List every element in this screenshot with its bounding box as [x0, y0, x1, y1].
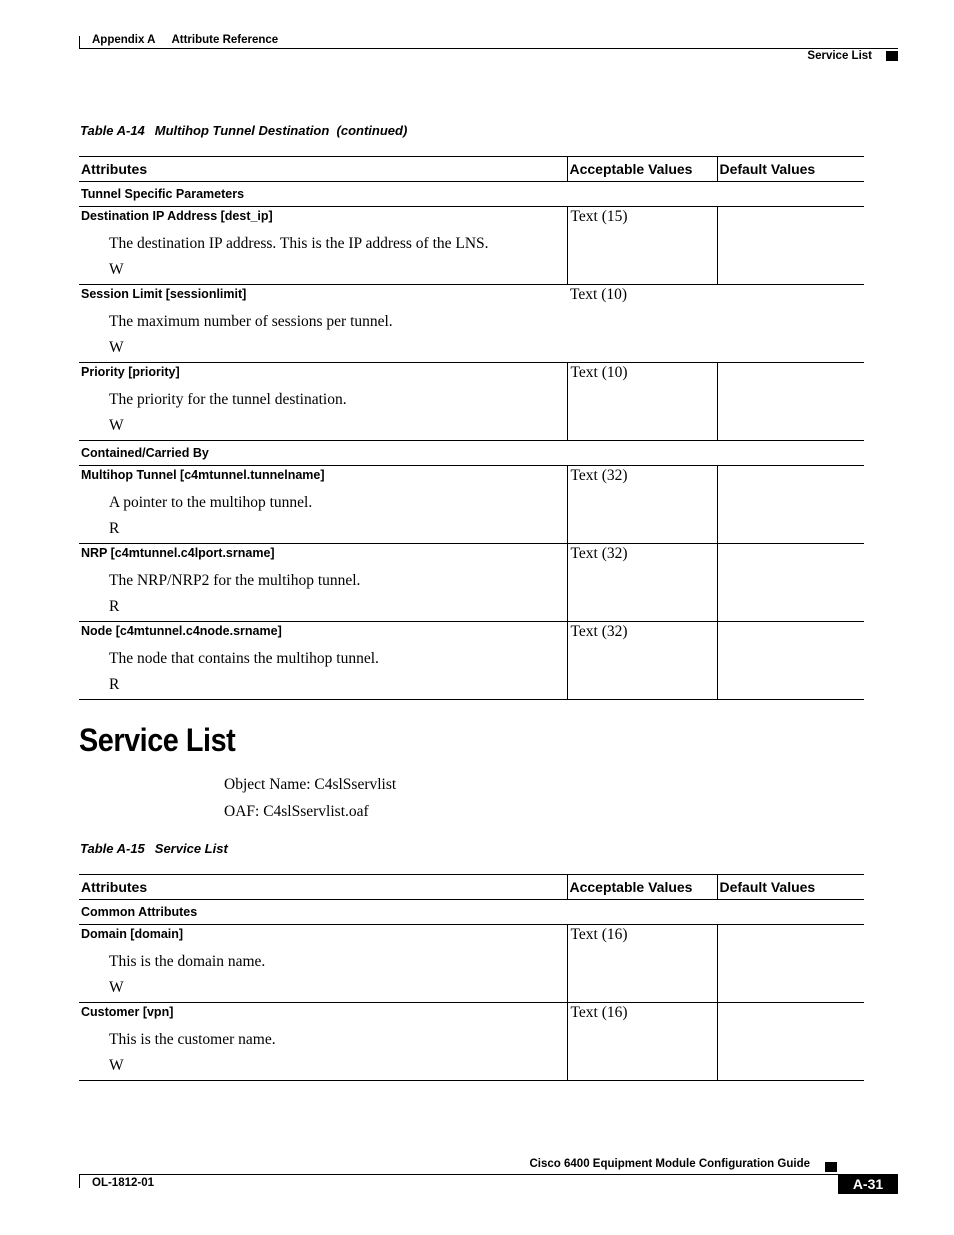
attribute-cell — [79, 925, 567, 1003]
acceptable-value: Text (10) — [567, 363, 717, 441]
section-heading: Service List — [79, 722, 236, 758]
attribute-description: The node that contains the multihop tunnel. — [109, 650, 379, 667]
footer-rule — [79, 1174, 898, 1175]
default-value — [717, 1003, 864, 1081]
header-acceptable-values: Acceptable Values — [567, 157, 717, 182]
object-name: Object Name: C4slSservlist — [224, 776, 397, 793]
table-header-row — [79, 157, 864, 182]
attribute-name: Session Limit [sessionlimit] — [81, 287, 247, 301]
appendix-label: Appendix A — [92, 34, 156, 46]
attribute-cell — [79, 363, 567, 441]
footer-guide-title: Cisco 6400 Equipment Module Configuration Guide — [529, 1158, 810, 1170]
table-a15-caption — [80, 841, 228, 856]
oaf-name: OAF: C4slSservlist.oaf — [224, 803, 369, 820]
attribute-name: Priority [priority] — [81, 365, 180, 379]
header-acceptable-values: Acceptable Values — [567, 875, 717, 900]
attribute-name: Customer [vpn] — [81, 1005, 174, 1019]
default-value — [717, 622, 864, 700]
table-row — [79, 207, 864, 285]
chapter-label: Attribute Reference — [171, 34, 279, 46]
section-row — [79, 182, 864, 207]
attribute-description: This is the domain name. — [109, 953, 266, 970]
attribute-name: Domain [domain] — [81, 927, 184, 941]
attribute-description: The NRP/NRP2 for the multihop tunnel. — [109, 572, 361, 589]
section-row — [79, 441, 864, 466]
attribute-cell — [79, 1003, 567, 1081]
acceptable-value: Text (16) — [567, 925, 717, 1003]
acceptable-value: Text (16) — [567, 1003, 717, 1081]
header-default-values: Default Values — [717, 157, 864, 182]
section-title: Contained/Carried By — [79, 441, 864, 466]
table-row — [79, 544, 864, 622]
attribute-access: W — [109, 1057, 124, 1074]
attribute-access: W — [109, 261, 124, 278]
footer-doc-number: OL-1812-01 — [92, 1177, 155, 1189]
running-header-left — [92, 34, 278, 46]
header-marker — [886, 51, 898, 61]
attribute-name: NRP [c4mtunnel.c4lport.srname] — [81, 546, 275, 560]
header-rule — [79, 48, 898, 49]
acceptable-value: Text (32) — [567, 466, 717, 544]
default-value — [717, 207, 864, 285]
table-a14-number: Table A-14 — [80, 123, 145, 138]
section-title: Common Attributes — [79, 900, 864, 925]
attribute-cell — [79, 544, 567, 622]
header-attributes: Attributes — [79, 875, 567, 900]
attribute-cell — [79, 207, 567, 285]
acceptable-value: Text (32) — [567, 544, 717, 622]
attribute-access: W — [109, 417, 124, 434]
header-default-values: Default Values — [717, 875, 864, 900]
default-value — [717, 544, 864, 622]
attribute-access: R — [109, 676, 120, 693]
table-a14-caption — [80, 123, 407, 138]
table-a15-title: Service List — [154, 841, 228, 856]
attribute-access: W — [109, 339, 124, 356]
default-value — [717, 285, 864, 363]
attribute-name: Node [c4mtunnel.c4node.srname] — [81, 624, 282, 638]
section-title: Tunnel Specific Parameters — [79, 182, 864, 207]
attribute-name: Multihop Tunnel [c4mtunnel.tunnelname] — [81, 468, 325, 482]
table-row — [79, 622, 864, 700]
footer-marker — [825, 1162, 837, 1172]
table-row — [79, 925, 864, 1003]
attribute-access: W — [109, 979, 124, 996]
attribute-description: The destination IP address. This is the IP address of the LNS. — [109, 235, 489, 252]
attribute-access: R — [109, 520, 120, 537]
table-row — [79, 466, 864, 544]
attribute-cell — [79, 285, 567, 363]
attribute-name: Destination IP Address [dest_ip] — [81, 209, 273, 223]
header-attributes: Attributes — [79, 157, 567, 182]
footer-tick — [79, 1175, 80, 1188]
table-a15 — [79, 874, 864, 1081]
table-a14-title: Multihop Tunnel Destination (continued) — [154, 123, 408, 138]
table-row — [79, 363, 864, 441]
table-a14 — [79, 156, 864, 700]
attribute-description: A pointer to the multihop tunnel. — [109, 494, 313, 511]
default-value — [717, 363, 864, 441]
page-number: A-31 — [838, 1175, 898, 1194]
attribute-cell — [79, 622, 567, 700]
default-value — [717, 466, 864, 544]
attribute-description: The maximum number of sessions per tunnel. — [109, 313, 393, 330]
attribute-description: The priority for the tunnel destination. — [109, 391, 347, 408]
attribute-description: This is the customer name. — [109, 1031, 276, 1048]
table-row — [79, 285, 864, 363]
acceptable-value: Text (10) — [567, 285, 717, 363]
acceptable-value: Text (32) — [567, 622, 717, 700]
attribute-cell — [79, 466, 567, 544]
table-row — [79, 1003, 864, 1081]
acceptable-value: Text (15) — [567, 207, 717, 285]
section-row — [79, 900, 864, 925]
attribute-access: R — [109, 598, 120, 615]
running-header-section: Service List — [807, 50, 872, 62]
table-a15-number: Table A-15 — [80, 841, 145, 856]
table-header-row — [79, 875, 864, 900]
default-value — [717, 925, 864, 1003]
